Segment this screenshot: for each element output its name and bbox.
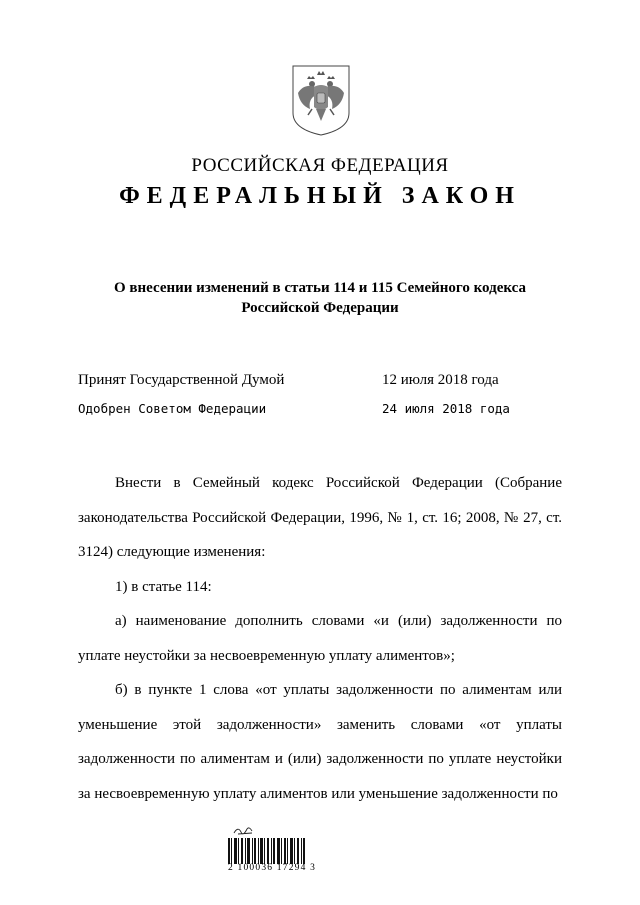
- barcode-icon: [228, 838, 305, 864]
- signature-mark-icon: [234, 828, 252, 834]
- duma-adoption-date: 12 июля 2018 года: [382, 372, 499, 388]
- law-title-line-2: Российской Федерации: [241, 300, 399, 316]
- law-title: [60, 278, 580, 318]
- country-name: РОССИЙСКАЯ ФЕДЕРАЦИЯ: [191, 155, 449, 176]
- body-paragraph: 1) в статье 114:: [115, 578, 212, 595]
- council-approval-date: 24 июля 2018 года: [382, 401, 510, 416]
- barcode-stamp: [226, 826, 326, 882]
- duma-adoption-label: Принят Государственной Думой: [78, 372, 285, 388]
- barcode-number: 2 100036 17294 3: [228, 863, 317, 873]
- law-title-line-1: О внесении изменений в статьи 114 и 115 Семейного кодекса: [114, 280, 526, 296]
- law-body: [78, 466, 562, 811]
- council-approval-label: Одобрен Советом Федерации: [78, 401, 267, 416]
- law-type-heading: ФЕДЕРАЛЬНЫЙ ЗАКОН: [119, 183, 521, 209]
- body-paragraph: Внести в Семейный кодекс Российской Федерации (Собрание законодательства Российской Федерации, 1996, № 1, ст. 16; 2008, № 27, ст. 3124) следующие изменения:: [78, 475, 562, 560]
- coat-of-arms-icon: [290, 63, 352, 137]
- body-paragraph: б) в пункте 1 слова «от уплаты задолженности по алиментам или уменьшение этой задолженности» заменить словами «от уплаты задолженности по алиментам и (или) задолженности по уплате неустойки за несвоевременную уплату алиментов или уменьшение задолженности по: [78, 682, 562, 802]
- body-paragraph: а) наименование дополнить словами «и (или) задолженности по уплате неустойки за несвоевременную уплату алиментов»;: [78, 613, 562, 664]
